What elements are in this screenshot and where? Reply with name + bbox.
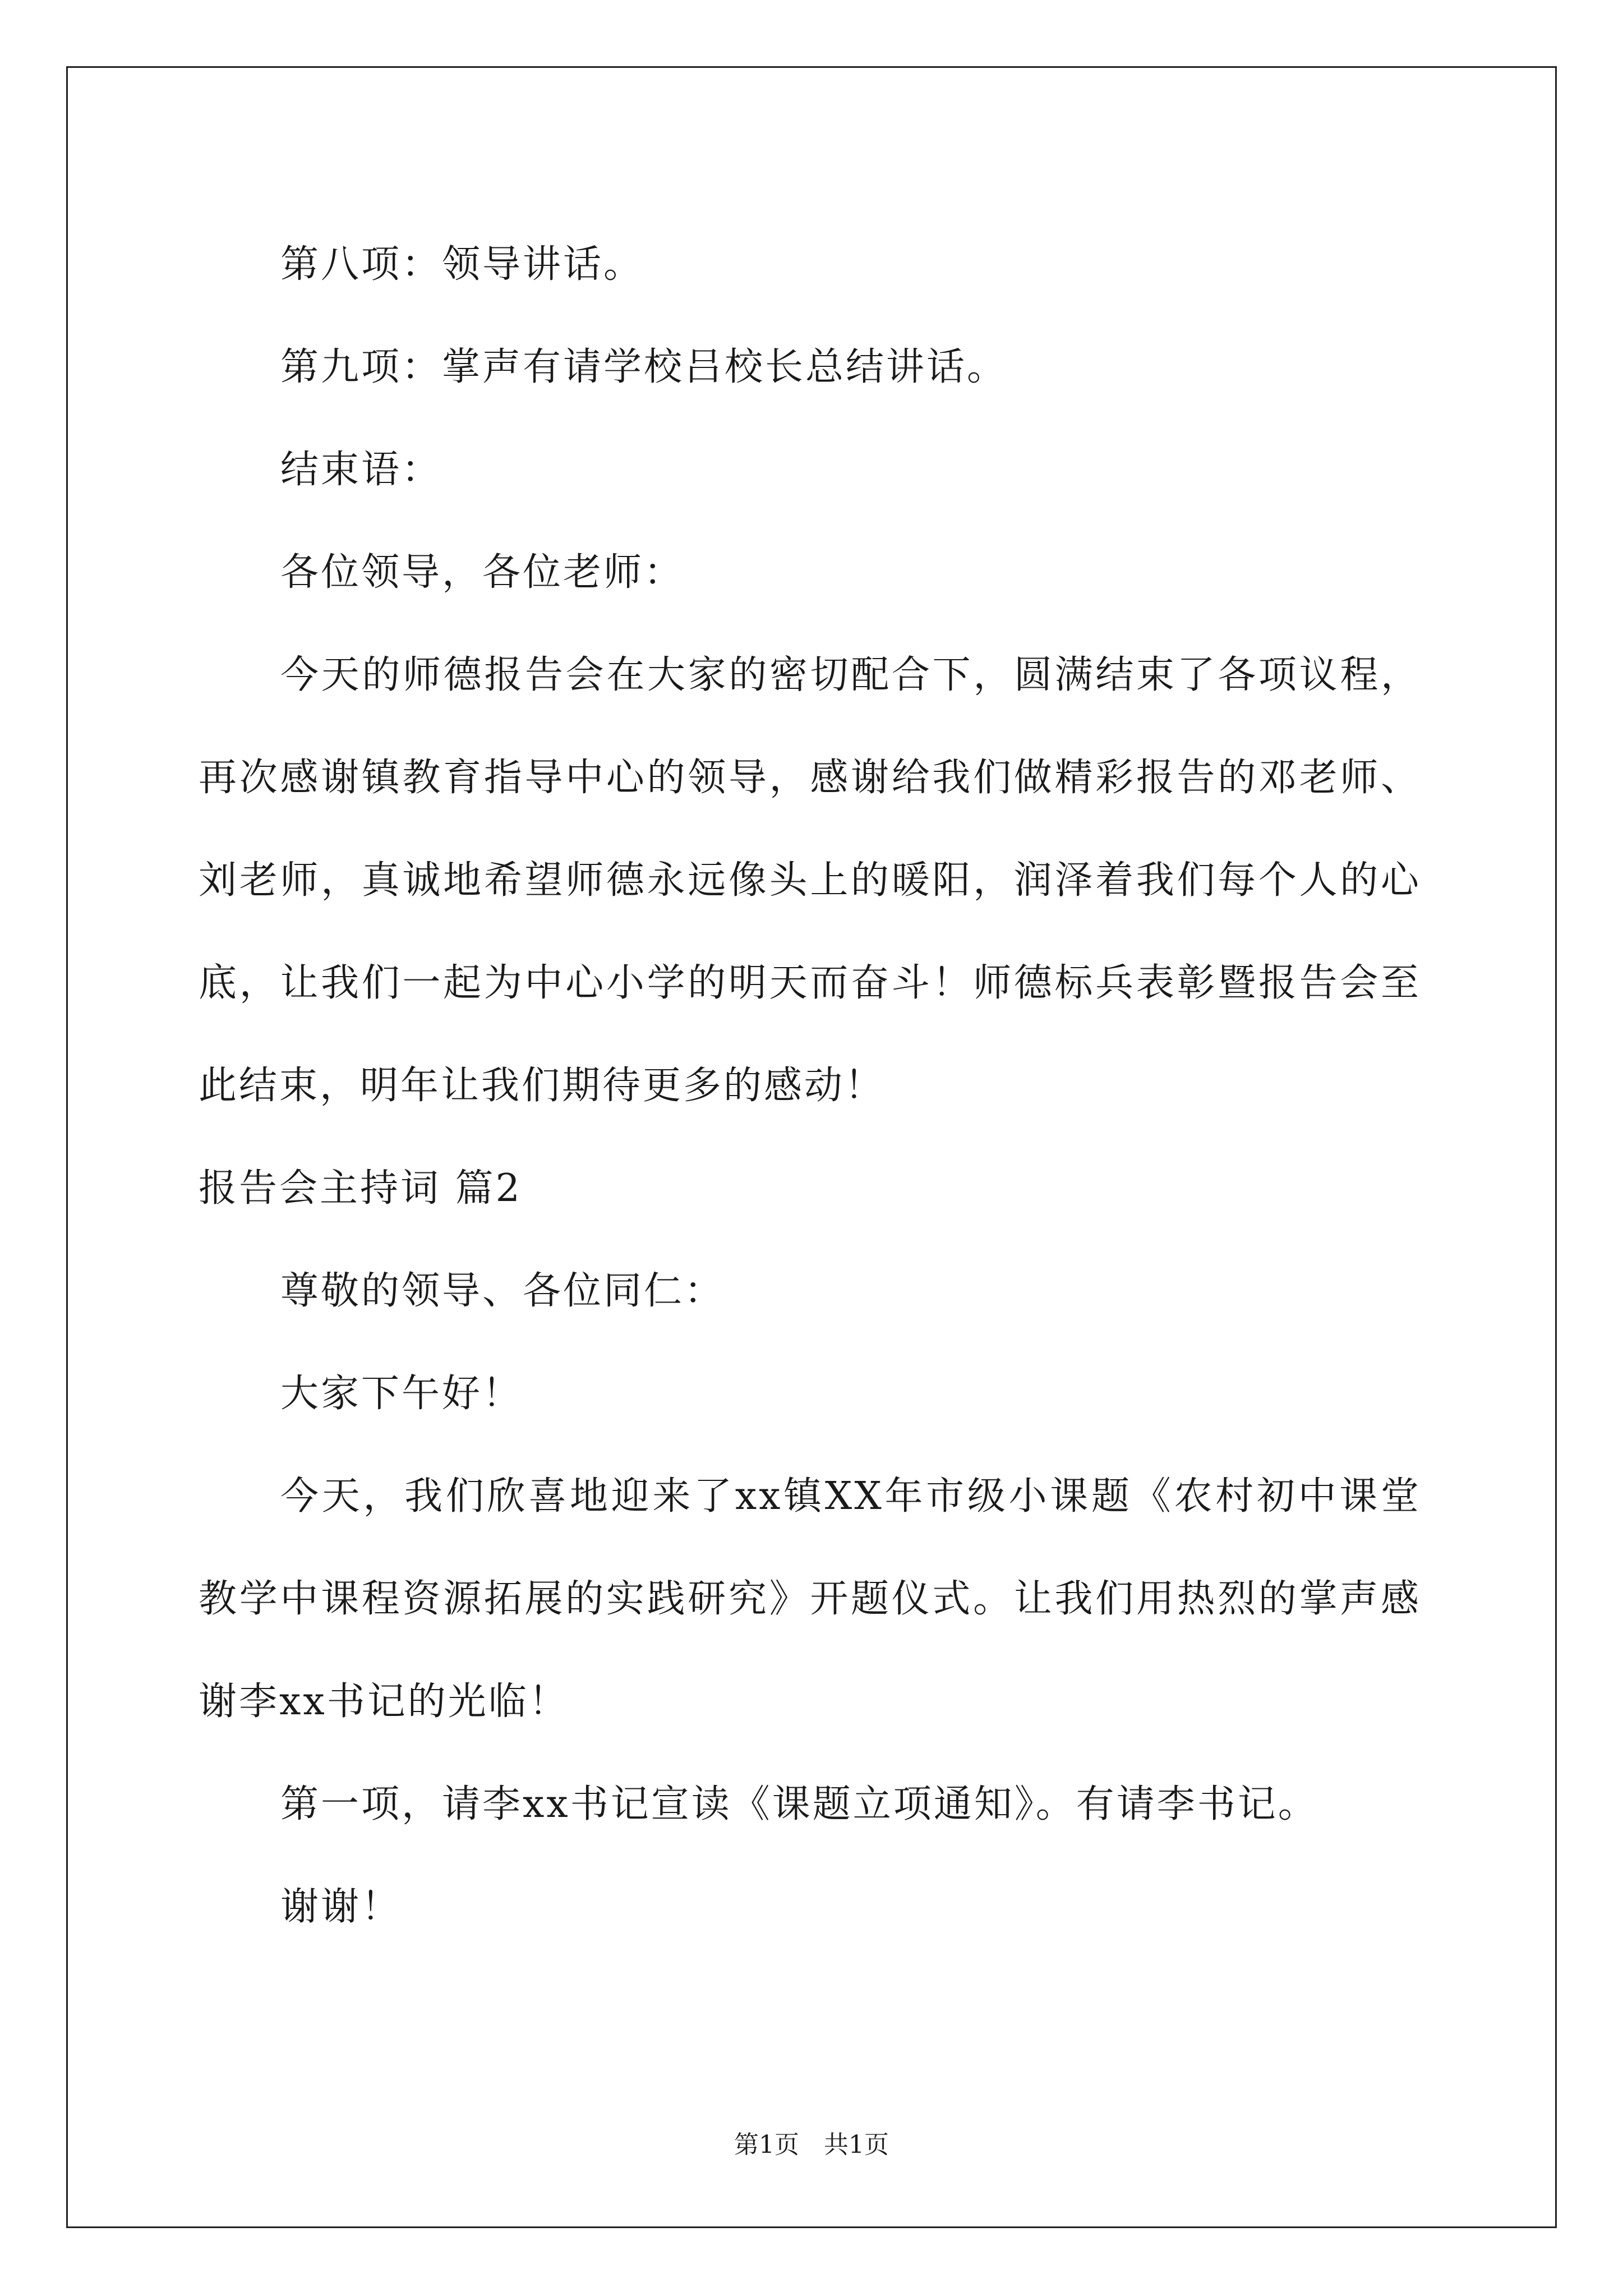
paragraph: 大家下午好！ <box>280 1372 523 1416</box>
paragraph: 今天，我们欣喜地迎来了xx镇XX年市级小课题《农村初中课堂教学中课程资源拓展的实践研究》开题仪式。让我们用热烈的掌声感谢李xx书记的光临！ <box>199 1474 1421 1724</box>
page-footer <box>0 2124 1623 2160</box>
paragraph: 第九项：掌声有请学校吕校长总结讲话。 <box>280 345 1008 389</box>
paragraph: 结束语： <box>280 448 442 492</box>
document-body <box>199 213 1421 1958</box>
paragraph: 尊敬的领导、各位同仁： <box>280 1269 725 1313</box>
section-heading: 报告会主持词 篇2 <box>199 1166 522 1211</box>
paragraph: 第八项：领导讲话。 <box>280 242 644 287</box>
paragraph: 今天的师德报告会在大家的密切配合下，圆满结束了各项议程，再次感谢镇教育指导中心的领导，感谢给我们做精彩报告的邓老师、刘老师，真诚地希望师德永远像头上的暖阳，润泽着我们每个人的心底，让我们一起为中心小学的明天而奋斗！师德标兵表彰暨报告会至此结束，明年让我们期待更多的感动！ <box>199 653 1421 1108</box>
paragraph: 各位领导，各位老师： <box>280 550 685 595</box>
page-number: 第1页 共1页 <box>734 2131 889 2159</box>
paragraph: 第一项，请李xx书记宣读《课题立项通知》。有请李书记。 <box>280 1782 1318 1826</box>
paragraph: 谢谢！ <box>280 1885 402 1929</box>
